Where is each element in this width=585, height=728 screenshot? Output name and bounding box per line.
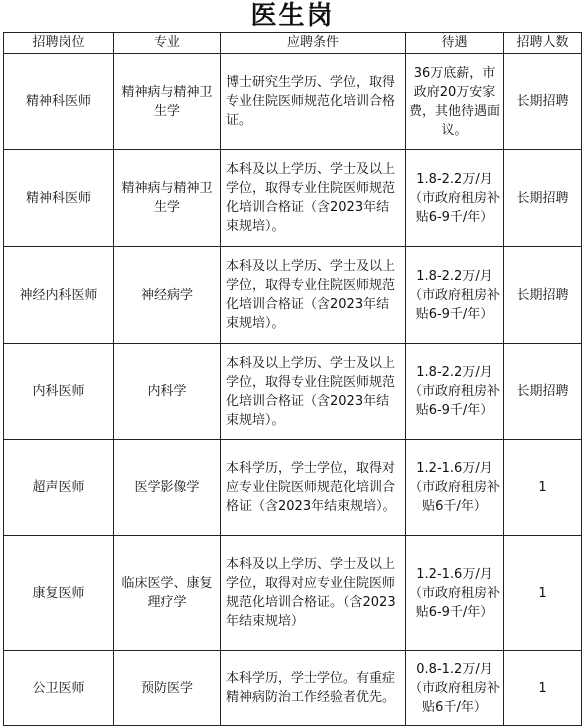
cell-major: 精神病与精神卫生学 [114,150,221,247]
page-title: 医生岗 [250,1,335,31]
table-row [4,651,582,726]
cell-count: 长期招聘 [504,344,582,440]
cell-position: 精神科医师 [4,54,114,150]
table-row [4,247,582,344]
header-major: 专业 [114,33,221,54]
cell-count: 1 [504,440,582,536]
table-row [4,54,582,150]
cell-salary: 1.2-1.6万/月（市政府租房补贴6-9千/年） [406,536,504,651]
cell-requirements: 本科及以上学历、学士及以上学位，取得专业住院医师规范化培训合格证（含2023年结束规培）。 [221,344,406,440]
cell-major: 内科学 [114,344,221,440]
cell-salary: 1.2-1.6万/月（市政府租房补贴6千/年） [406,440,504,536]
cell-requirements: 本科及以上学历、学士及以上学位，取得专业住院医师规范化培训合格证（含2023年结束规培）。 [221,247,406,344]
cell-major: 临床医学、康复理疗学 [114,536,221,651]
header-salary: 待遇 [406,33,504,54]
cell-position: 神经内科医师 [4,247,114,344]
cell-salary: 1.8-2.2万/月（市政府租房补贴6-9千/年） [406,150,504,247]
cell-requirements: 本科及以上学历、学士及以上学位，取得对应专业住院医师规范化培训合格证。（含2023年结束规培） [221,536,406,651]
table-row [4,150,582,247]
cell-position: 超声医师 [4,440,114,536]
cell-major: 精神病与精神卫生学 [114,54,221,150]
cell-major: 预防医学 [114,651,221,726]
header-position: 招聘岗位 [4,33,114,54]
cell-position: 康复医师 [4,536,114,651]
table-row [4,536,582,651]
recruitment-table [3,32,582,726]
header-count: 招聘人数 [504,33,582,54]
cell-salary: 0.8-1.2万/月（市政府租房补贴6千/年） [406,651,504,726]
cell-salary: 36万底薪，市政府20万安家费，其他待遇面议。 [406,54,504,150]
cell-count: 1 [504,536,582,651]
cell-requirements: 本科学历，学士学位，取得对应专业住院医师规范化培训合格证（含2023年结束规培）。 [221,440,406,536]
cell-salary: 1.8-2.2万/月（市政府租房补贴6-9千/年） [406,344,504,440]
cell-requirements: 本科及以上学历、学士及以上学位，取得专业住院医师规范化培训合格证（含2023年结束规培）。 [221,150,406,247]
table-header-row [4,33,582,54]
cell-position: 公卫医师 [4,651,114,726]
table-row [4,440,582,536]
cell-position: 内科医师 [4,344,114,440]
cell-count: 长期招聘 [504,54,582,150]
cell-salary: 1.8-2.2万/月（市政府租房补贴6-9千/年） [406,247,504,344]
header-requirements: 应聘条件 [221,33,406,54]
cell-major: 医学影像学 [114,440,221,536]
cell-count: 长期招聘 [504,247,582,344]
cell-requirements: 本科学历，学士学位。有重症精神病防治工作经验者优先。 [221,651,406,726]
cell-position: 精神科医师 [4,150,114,247]
table-row [4,344,582,440]
cell-count: 长期招聘 [504,150,582,247]
cell-count: 1 [504,651,582,726]
cell-major: 神经病学 [114,247,221,344]
cell-requirements: 博士研究生学历、学位，取得专业住院医师规范化培训合格证。 [221,54,406,150]
